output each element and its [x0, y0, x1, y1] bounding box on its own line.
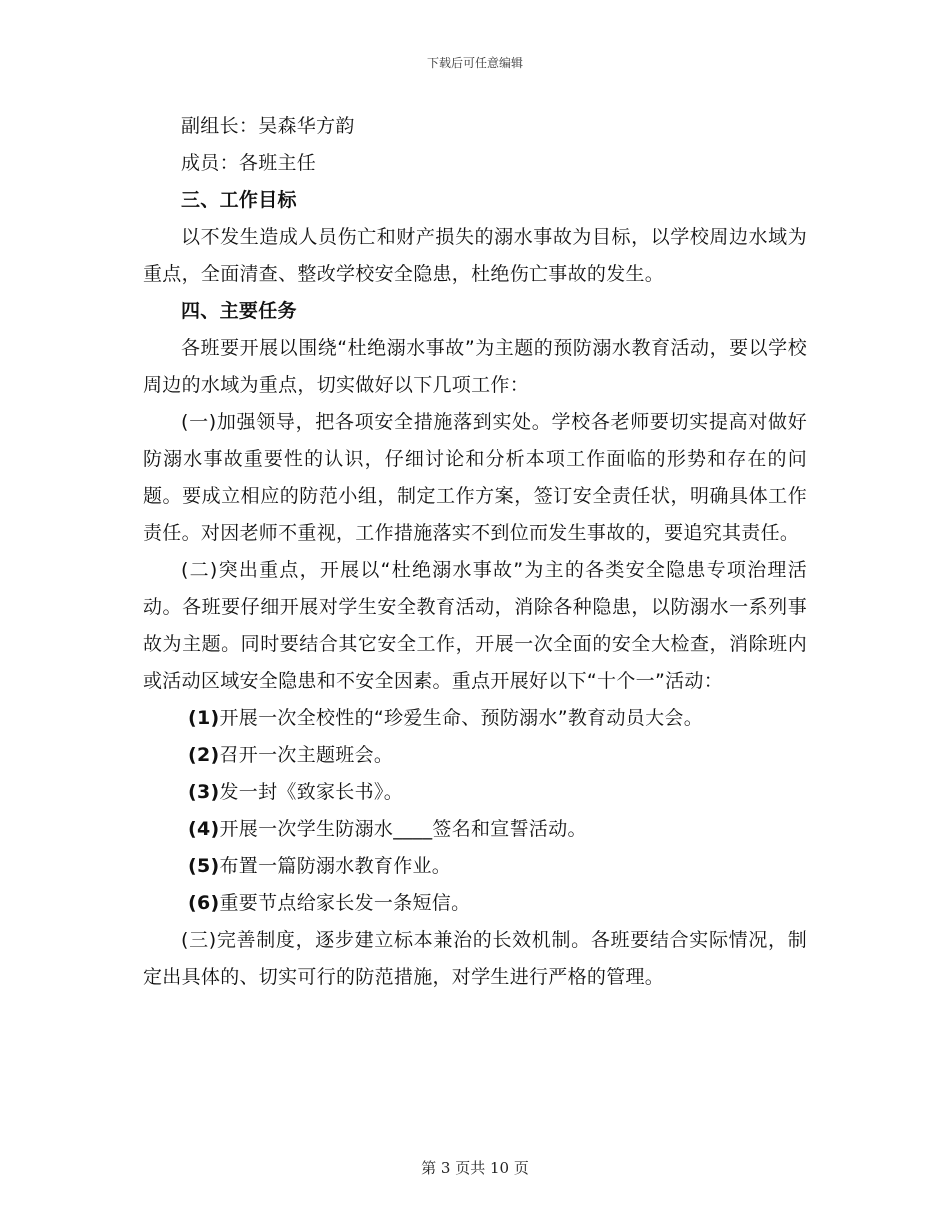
list-item-number: (4): [188, 818, 220, 840]
list-item-text: 召开一次主题班会。: [219, 744, 394, 766]
section-4-intro: 各班要开展以围绕“杜绝溺水事故”为主题的预防溺水教育活动，要以学校周边的水域为重点，切实做好以下几项工作：: [143, 337, 807, 396]
page-header: 下载后可任意编辑: [426, 56, 523, 70]
list-item-text: 开展一次全校性的“珍爱生命、预防溺水”教育动员大会。: [219, 707, 703, 729]
list-item: [143, 700, 807, 737]
list-item-number: (5): [188, 855, 220, 877]
list-item-text: 布置一篇防溺水教育作业。: [219, 855, 452, 877]
list-item-number: (6): [188, 892, 220, 914]
section-3-heading: 三、工作目标: [181, 189, 297, 211]
list-item: [143, 848, 807, 885]
list-item: [143, 737, 807, 774]
document-body: [143, 108, 807, 996]
deputy-leader-line: 副组长：吴森华方韵: [181, 115, 355, 137]
members-line: 成员：各班主任: [181, 152, 317, 174]
list-item-number: (3): [188, 781, 220, 803]
list-item: [143, 885, 807, 922]
section-4-heading: 四、主要任务: [181, 300, 297, 322]
task-2-paragraph: (二)突出重点，开展以“杜绝溺水事故”为主的各类安全隐患专项治理活动。各班要仔细开展对学生安全教育活动，消除各种隐患，以防溺水一系列事故为主题。同时要结合其它安全工作，开展一次全面的安全大检查，消除班内或活动区域安全隐患和不安全因素。重点开展好以下“十个一”活动：: [143, 559, 807, 692]
list-item: [143, 811, 807, 848]
list-item-text: 开展一次学生防溺水____签名和宣誓活动。: [219, 818, 587, 840]
list-item-number: (2): [188, 744, 220, 766]
task-1-paragraph: (一)加强领导，把各项安全措施落到实处。学校各老师要切实提高对做好防溺水事故重要性的认识，仔细讨论和分析本项工作面临的形势和存在的问题。要成立相应的防范小组，制定工作方案，签订安全责任状，明确具体工作责任。对因老师不重视，工作措施落实不到位而发生事故的，要追究其责任。: [143, 411, 807, 544]
page-number: 第 3 页共 10 页: [421, 1159, 529, 1177]
list-item-text: 重要节点给家长发一条短信。: [219, 892, 471, 914]
list-item-text: 发一封《致家长书》。: [219, 781, 404, 803]
task-3-paragraph: (三)完善制度，逐步建立标本兼治的长效机制。各班要结合实际情况，制定出具体的、切实可行的防范措施，对学生进行严格的管理。: [143, 929, 807, 988]
list-item: [143, 774, 807, 811]
list-item-number: (1): [188, 707, 220, 729]
section-3-paragraph: 以不发生造成人员伤亡和财产损失的溺水事故为目标，以学校周边水域为重点，全面清查、整改学校安全隐患，杜绝伤亡事故的发生。: [143, 226, 807, 285]
